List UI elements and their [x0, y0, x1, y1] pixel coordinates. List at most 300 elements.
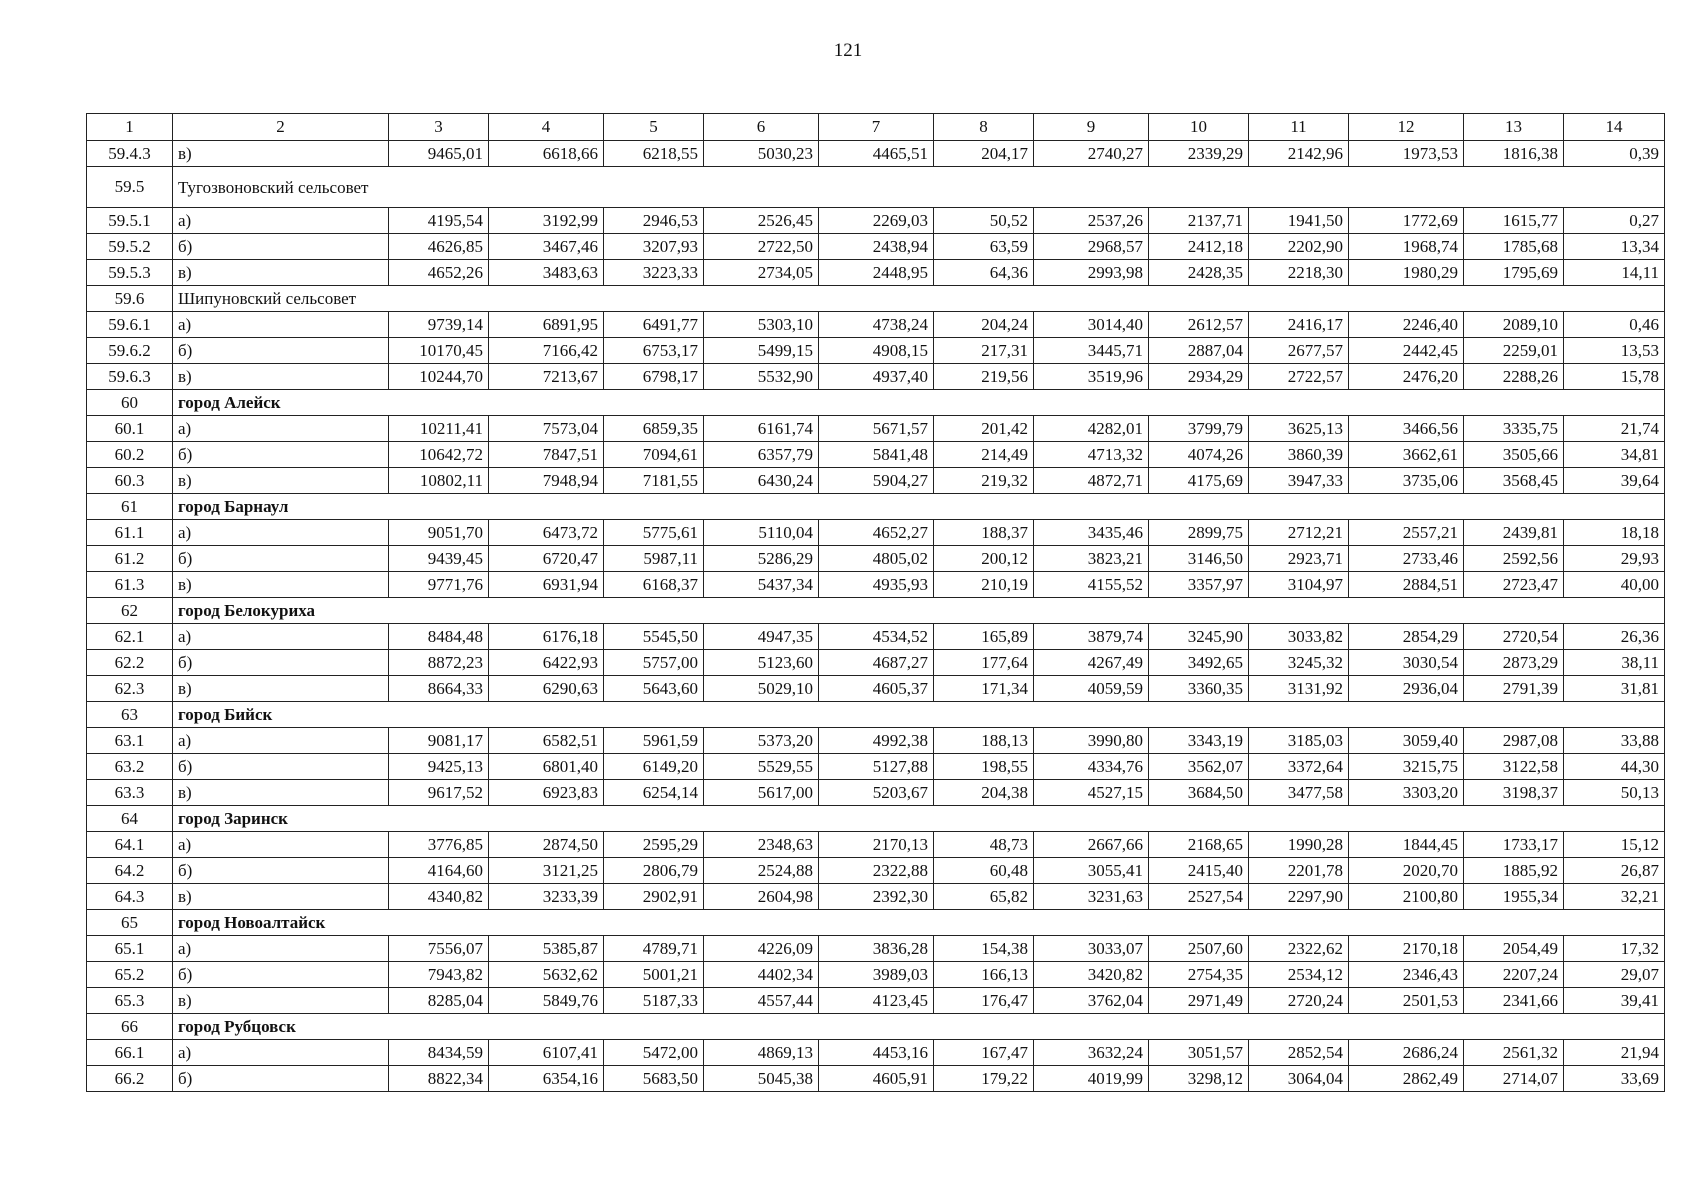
- table-cell: 4869,13: [704, 1040, 819, 1066]
- row-label: в): [173, 780, 389, 806]
- table-cell: 10170,45: [389, 338, 489, 364]
- table-cell: 188,13: [934, 728, 1034, 754]
- table-cell: 2439,81: [1464, 520, 1564, 546]
- table-cell: 8664,33: [389, 676, 489, 702]
- table-cell: 50,52: [934, 208, 1034, 234]
- table-cell: 177,64: [934, 650, 1034, 676]
- table-cell: 3466,56: [1349, 416, 1464, 442]
- table-cell: 2993,98: [1034, 260, 1149, 286]
- table-cell: 4226,09: [704, 936, 819, 962]
- row-label: б): [173, 442, 389, 468]
- table-cell: 5757,00: [604, 650, 704, 676]
- table-cell: 31,81: [1564, 676, 1665, 702]
- table-cell: 2874,50: [489, 832, 604, 858]
- table-cell: 5303,10: [704, 312, 819, 338]
- table-cell: 2612,57: [1149, 312, 1249, 338]
- table-cell: 29,07: [1564, 962, 1665, 988]
- table-cell: 21,74: [1564, 416, 1665, 442]
- table-cell: 1973,53: [1349, 141, 1464, 167]
- table-cell: 3192,99: [489, 208, 604, 234]
- column-header: 2: [173, 114, 389, 141]
- page-number: 121: [833, 40, 863, 61]
- table-cell: 2218,30: [1249, 260, 1349, 286]
- table-row: [87, 936, 1665, 962]
- table-cell: 33,69: [1564, 1066, 1665, 1092]
- table-cell: 6923,83: [489, 780, 604, 806]
- table-cell: 3762,04: [1034, 988, 1149, 1014]
- table-cell: 4334,76: [1034, 754, 1149, 780]
- table-cell: 4947,35: [704, 624, 819, 650]
- table-cell: 2712,21: [1249, 520, 1349, 546]
- row-code: 60.3: [87, 468, 173, 494]
- table-row: [87, 780, 1665, 806]
- table-cell: 5849,76: [489, 988, 604, 1014]
- table-cell: 2806,79: [604, 858, 704, 884]
- table-cell: 210,19: [934, 572, 1034, 598]
- row-code: 65.1: [87, 936, 173, 962]
- table-cell: 2207,24: [1464, 962, 1564, 988]
- table-cell: 39,41: [1564, 988, 1665, 1014]
- row-code: 59.5.3: [87, 260, 173, 286]
- table-cell: 3483,63: [489, 260, 604, 286]
- table-cell: 4155,52: [1034, 572, 1149, 598]
- table-cell: 4267,49: [1034, 650, 1149, 676]
- table-cell: 9051,70: [389, 520, 489, 546]
- section-name-text: город Новоалтайск: [178, 912, 326, 932]
- table-cell: 2854,29: [1349, 624, 1464, 650]
- row-label: в): [173, 988, 389, 1014]
- row-code: 59.6.3: [87, 364, 173, 390]
- table-cell: 3860,39: [1249, 442, 1349, 468]
- table-cell: 3568,45: [1464, 468, 1564, 494]
- table-cell: 200,12: [934, 546, 1034, 572]
- table-cell: 1990,28: [1249, 832, 1349, 858]
- table-row: [87, 624, 1665, 650]
- table-cell: 3185,03: [1249, 728, 1349, 754]
- table-cell: 5030,23: [704, 141, 819, 167]
- table-cell: 7166,42: [489, 338, 604, 364]
- table-cell: 3198,37: [1464, 780, 1564, 806]
- row-code: 59.6: [87, 286, 173, 312]
- table-cell: 3836,28: [819, 936, 934, 962]
- row-label: б): [173, 234, 389, 260]
- column-header: 7: [819, 114, 934, 141]
- table-cell: 3303,20: [1349, 780, 1464, 806]
- table-cell: 4557,44: [704, 988, 819, 1014]
- table-row: [87, 208, 1665, 234]
- section-row: [87, 806, 1665, 832]
- table-cell: 6149,20: [604, 754, 704, 780]
- table-cell: 4175,69: [1149, 468, 1249, 494]
- table-row: [87, 141, 1665, 167]
- table-cell: 167,47: [934, 1040, 1034, 1066]
- table-cell: 9465,01: [389, 141, 489, 167]
- table-cell: 5775,61: [604, 520, 704, 546]
- table-cell: 2714,07: [1464, 1066, 1564, 1092]
- table-cell: 2791,39: [1464, 676, 1564, 702]
- table-cell: 6753,17: [604, 338, 704, 364]
- table-cell: 3335,75: [1464, 416, 1564, 442]
- table-cell: 48,73: [934, 832, 1034, 858]
- table-header: [87, 114, 1665, 141]
- table-cell: 3121,25: [489, 858, 604, 884]
- table-cell: 4195,54: [389, 208, 489, 234]
- row-label: в): [173, 884, 389, 910]
- table-cell: 0,27: [1564, 208, 1665, 234]
- table-cell: 2720,24: [1249, 988, 1349, 1014]
- column-header: 3: [389, 114, 489, 141]
- table-cell: 1955,34: [1464, 884, 1564, 910]
- table-cell: 14,11: [1564, 260, 1665, 286]
- table-cell: 2170,18: [1349, 936, 1464, 962]
- table-cell: 5437,34: [704, 572, 819, 598]
- table-cell: 3990,80: [1034, 728, 1149, 754]
- section-name: [173, 1014, 1665, 1040]
- table-cell: 2734,05: [704, 260, 819, 286]
- table-cell: 4164,60: [389, 858, 489, 884]
- column-header: 4: [489, 114, 604, 141]
- table-cell: 2862,49: [1349, 1066, 1464, 1092]
- table-cell: 9439,45: [389, 546, 489, 572]
- table-cell: 6168,37: [604, 572, 704, 598]
- table-cell: 6720,47: [489, 546, 604, 572]
- table-cell: 2971,49: [1149, 988, 1249, 1014]
- table-cell: 3505,66: [1464, 442, 1564, 468]
- table-cell: 179,22: [934, 1066, 1034, 1092]
- table-cell: 2501,53: [1349, 988, 1464, 1014]
- table-cell: 3146,50: [1149, 546, 1249, 572]
- table-cell: 3223,33: [604, 260, 704, 286]
- table-cell: 5532,90: [704, 364, 819, 390]
- column-header: 1: [87, 114, 173, 141]
- table-cell: 3823,21: [1034, 546, 1149, 572]
- table-cell: 3372,64: [1249, 754, 1349, 780]
- table-row: [87, 858, 1665, 884]
- table-cell: 2852,54: [1249, 1040, 1349, 1066]
- row-code: 59.6.2: [87, 338, 173, 364]
- table-cell: 4123,45: [819, 988, 934, 1014]
- table-cell: 2557,21: [1349, 520, 1464, 546]
- table-cell: 2677,57: [1249, 338, 1349, 364]
- table-row: [87, 988, 1665, 1014]
- table-row: [87, 468, 1665, 494]
- table-row: [87, 364, 1665, 390]
- table-cell: 9425,13: [389, 754, 489, 780]
- table-cell: 2936,04: [1349, 676, 1464, 702]
- table-row: [87, 442, 1665, 468]
- table-cell: 3298,12: [1149, 1066, 1249, 1092]
- section-row: [87, 167, 1665, 208]
- table-cell: 3014,40: [1034, 312, 1149, 338]
- table-cell: 0,39: [1564, 141, 1665, 167]
- table-cell: 6618,66: [489, 141, 604, 167]
- table-cell: 4059,59: [1034, 676, 1149, 702]
- row-label: в): [173, 572, 389, 598]
- table-cell: 2339,29: [1149, 141, 1249, 167]
- table-cell: 34,81: [1564, 442, 1665, 468]
- table-row: [87, 260, 1665, 286]
- table-cell: 217,31: [934, 338, 1034, 364]
- table-cell: 1816,38: [1464, 141, 1564, 167]
- table-cell: 5385,87: [489, 936, 604, 962]
- table-cell: 8484,48: [389, 624, 489, 650]
- table-cell: 6801,40: [489, 754, 604, 780]
- row-code: 60.2: [87, 442, 173, 468]
- table-cell: 5643,60: [604, 676, 704, 702]
- table-cell: 2346,43: [1349, 962, 1464, 988]
- table-cell: 10642,72: [389, 442, 489, 468]
- table-cell: 4605,37: [819, 676, 934, 702]
- table-cell: 6430,24: [704, 468, 819, 494]
- table-cell: 2507,60: [1149, 936, 1249, 962]
- table-cell: 2297,90: [1249, 884, 1349, 910]
- table-cell: 4687,27: [819, 650, 934, 676]
- row-code: 61.1: [87, 520, 173, 546]
- table-cell: 6354,16: [489, 1066, 604, 1092]
- table-row: [87, 832, 1665, 858]
- table-cell: 0,46: [1564, 312, 1665, 338]
- table-cell: 4805,02: [819, 546, 934, 572]
- table-cell: 9739,14: [389, 312, 489, 338]
- table-cell: 1980,29: [1349, 260, 1464, 286]
- table-cell: 4453,16: [819, 1040, 934, 1066]
- table-cell: 10244,70: [389, 364, 489, 390]
- table-cell: 4605,91: [819, 1066, 934, 1092]
- row-label: б): [173, 338, 389, 364]
- row-code: 59.5.2: [87, 234, 173, 260]
- table-cell: 2884,51: [1349, 572, 1464, 598]
- table-cell: 2934,29: [1149, 364, 1249, 390]
- table-row: [87, 728, 1665, 754]
- table-cell: 2428,35: [1149, 260, 1249, 286]
- table-cell: 3492,65: [1149, 650, 1249, 676]
- table-cell: 3033,07: [1034, 936, 1149, 962]
- table-cell: 3207,93: [604, 234, 704, 260]
- table-cell: 2722,50: [704, 234, 819, 260]
- table-cell: 188,37: [934, 520, 1034, 546]
- table-cell: 3989,03: [819, 962, 934, 988]
- table-cell: 2899,75: [1149, 520, 1249, 546]
- section-name-text: город Алейск: [178, 392, 281, 412]
- table-cell: 1772,69: [1349, 208, 1464, 234]
- table-cell: 3435,46: [1034, 520, 1149, 546]
- section-row: [87, 286, 1665, 312]
- section-name-text: город Заринск: [178, 808, 288, 828]
- table-cell: 15,78: [1564, 364, 1665, 390]
- table-row: [87, 676, 1665, 702]
- table-cell: 165,89: [934, 624, 1034, 650]
- row-code: 64.2: [87, 858, 173, 884]
- table-cell: 1885,92: [1464, 858, 1564, 884]
- table-cell: 166,13: [934, 962, 1034, 988]
- table-cell: 7573,04: [489, 416, 604, 442]
- table-cell: 3662,61: [1349, 442, 1464, 468]
- table-cell: 8434,59: [389, 1040, 489, 1066]
- table-cell: 3059,40: [1349, 728, 1464, 754]
- row-label: а): [173, 208, 389, 234]
- row-label: б): [173, 1066, 389, 1092]
- table-cell: 3776,85: [389, 832, 489, 858]
- table-cell: 3684,50: [1149, 780, 1249, 806]
- row-code: 65.3: [87, 988, 173, 1014]
- table-cell: 2524,88: [704, 858, 819, 884]
- section-row: [87, 910, 1665, 936]
- row-label: в): [173, 260, 389, 286]
- table-cell: 2733,46: [1349, 546, 1464, 572]
- table-cell: 8285,04: [389, 988, 489, 1014]
- row-code: 60: [87, 390, 173, 416]
- table-cell: 2968,57: [1034, 234, 1149, 260]
- table-cell: 2142,96: [1249, 141, 1349, 167]
- row-label: а): [173, 416, 389, 442]
- section-name-text: Шипуновский сельсовет: [178, 288, 357, 308]
- table-row: [87, 546, 1665, 572]
- table-cell: 5632,62: [489, 962, 604, 988]
- table-cell: 5683,50: [604, 1066, 704, 1092]
- table-cell: 4534,52: [819, 624, 934, 650]
- table-cell: 2720,54: [1464, 624, 1564, 650]
- table-cell: 5499,15: [704, 338, 819, 364]
- row-code: 64.1: [87, 832, 173, 858]
- table-cell: 2322,62: [1249, 936, 1349, 962]
- table-cell: 3051,57: [1149, 1040, 1249, 1066]
- table-cell: 176,47: [934, 988, 1034, 1014]
- table-cell: 214,49: [934, 442, 1034, 468]
- table-cell: 10211,41: [389, 416, 489, 442]
- table-cell: 4282,01: [1034, 416, 1149, 442]
- section-row: [87, 598, 1665, 624]
- table-cell: 6176,18: [489, 624, 604, 650]
- table-cell: 4937,40: [819, 364, 934, 390]
- table-cell: 3625,13: [1249, 416, 1349, 442]
- table-row: [87, 884, 1665, 910]
- table-cell: 6931,94: [489, 572, 604, 598]
- table-cell: 2537,26: [1034, 208, 1149, 234]
- table-cell: 5123,60: [704, 650, 819, 676]
- table-cell: 3477,58: [1249, 780, 1349, 806]
- table-row: [87, 572, 1665, 598]
- table-cell: 2259,01: [1464, 338, 1564, 364]
- column-header: 11: [1249, 114, 1349, 141]
- row-code: 66.2: [87, 1066, 173, 1092]
- table-cell: 4992,38: [819, 728, 934, 754]
- section-row: [87, 702, 1665, 728]
- table-cell: 2887,04: [1149, 338, 1249, 364]
- table-cell: 5472,00: [604, 1040, 704, 1066]
- table-cell: 3064,04: [1249, 1066, 1349, 1092]
- table-cell: 3104,97: [1249, 572, 1349, 598]
- table-cell: 18,18: [1564, 520, 1665, 546]
- table-cell: 26,36: [1564, 624, 1665, 650]
- table-cell: 4872,71: [1034, 468, 1149, 494]
- table-cell: 2100,80: [1349, 884, 1464, 910]
- section-name-text: город Рубцовск: [178, 1016, 296, 1036]
- table-cell: 2873,29: [1464, 650, 1564, 676]
- table-cell: 4340,82: [389, 884, 489, 910]
- row-label: а): [173, 936, 389, 962]
- section-name: [173, 910, 1665, 936]
- section-name: [173, 390, 1665, 416]
- section-row: [87, 494, 1665, 520]
- table-cell: 1785,68: [1464, 234, 1564, 260]
- table-cell: 4465,51: [819, 141, 934, 167]
- table-cell: 2595,29: [604, 832, 704, 858]
- table-cell: 3233,39: [489, 884, 604, 910]
- section-name-text: Тугозвоновский сельсовет: [178, 177, 369, 197]
- table-cell: 2923,71: [1249, 546, 1349, 572]
- table-cell: 5529,55: [704, 754, 819, 780]
- table-cell: 1795,69: [1464, 260, 1564, 286]
- column-header: 5: [604, 114, 704, 141]
- table-cell: 6161,74: [704, 416, 819, 442]
- table-cell: 63,59: [934, 234, 1034, 260]
- table-cell: 4713,32: [1034, 442, 1149, 468]
- table-cell: 2723,47: [1464, 572, 1564, 598]
- table-cell: 2476,20: [1349, 364, 1464, 390]
- row-code: 64.3: [87, 884, 173, 910]
- row-code: 63.1: [87, 728, 173, 754]
- table-cell: 33,88: [1564, 728, 1665, 754]
- row-label: в): [173, 468, 389, 494]
- table-cell: 2722,57: [1249, 364, 1349, 390]
- table-cell: 8822,34: [389, 1066, 489, 1092]
- table-cell: 6218,55: [604, 141, 704, 167]
- row-code: 59.5.1: [87, 208, 173, 234]
- table-cell: 44,30: [1564, 754, 1665, 780]
- table-cell: 65,82: [934, 884, 1034, 910]
- table-cell: 9771,76: [389, 572, 489, 598]
- table-cell: 4652,27: [819, 520, 934, 546]
- table-cell: 1844,45: [1349, 832, 1464, 858]
- table-cell: 6582,51: [489, 728, 604, 754]
- table-cell: 4019,99: [1034, 1066, 1149, 1092]
- table-cell: 2534,12: [1249, 962, 1349, 988]
- table-cell: 2322,88: [819, 858, 934, 884]
- table-cell: 2686,24: [1349, 1040, 1464, 1066]
- table-cell: 5187,33: [604, 988, 704, 1014]
- table-cell: 2592,56: [1464, 546, 1564, 572]
- section-name: [173, 598, 1665, 624]
- table-cell: 204,24: [934, 312, 1034, 338]
- table-cell: 60,48: [934, 858, 1034, 884]
- table-cell: 7847,51: [489, 442, 604, 468]
- table-cell: 5373,20: [704, 728, 819, 754]
- table-cell: 1733,17: [1464, 832, 1564, 858]
- table-cell: 4935,93: [819, 572, 934, 598]
- table-cell: 5286,29: [704, 546, 819, 572]
- table-cell: 3420,82: [1034, 962, 1149, 988]
- table-cell: 2667,66: [1034, 832, 1149, 858]
- table-cell: 4527,15: [1034, 780, 1149, 806]
- table-cell: 3215,75: [1349, 754, 1464, 780]
- table-cell: 5961,59: [604, 728, 704, 754]
- table-cell: 5127,88: [819, 754, 934, 780]
- table-cell: 4402,34: [704, 962, 819, 988]
- column-header: 14: [1564, 114, 1665, 141]
- table-cell: 3357,97: [1149, 572, 1249, 598]
- table-cell: 3360,35: [1149, 676, 1249, 702]
- row-label: а): [173, 1040, 389, 1066]
- table-cell: 3245,32: [1249, 650, 1349, 676]
- table-cell: 6473,72: [489, 520, 604, 546]
- section-name: [173, 494, 1665, 520]
- table-cell: 39,64: [1564, 468, 1665, 494]
- row-label: б): [173, 546, 389, 572]
- section-name: [173, 167, 1665, 208]
- table-cell: 2412,18: [1149, 234, 1249, 260]
- table-cell: 6491,77: [604, 312, 704, 338]
- row-code: 61: [87, 494, 173, 520]
